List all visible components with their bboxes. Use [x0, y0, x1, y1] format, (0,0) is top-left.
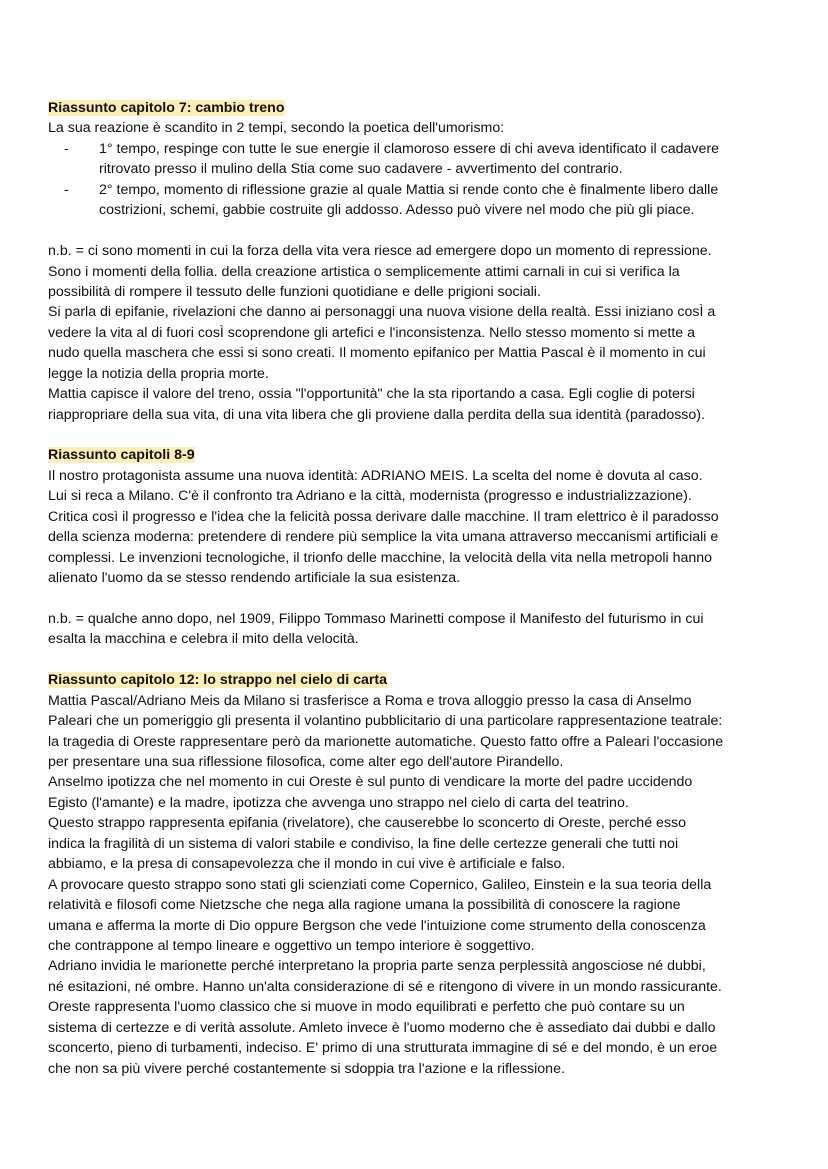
text-line: umana e afferma la morte di Dio oppure Bergson che vede l'intuizione come strumento della conoscenza — [48, 917, 706, 934]
text-line: alienato l'uomo da se stesso rendendo artificiale la sua esistenza. — [48, 570, 461, 587]
section-heading — [48, 98, 808, 118]
text-line: Questo strappo rappresenta epifania (rivelatore), che causerebbe lo sconcerto di Oreste, perché esso — [48, 815, 687, 832]
paragraph — [48, 691, 808, 773]
text-line: Paleari che un pomeriggio gli presenta il volantino pubblicitario di una particolare rappresentazione teatrale: — [48, 713, 723, 730]
text-line: la tragedia di Oreste rappresentare però da marionette automatiche. Questo fatto offre a Paleari l'occasione — [48, 733, 724, 750]
text-line: 1° tempo, respinge con tutte le sue energie il clamoroso essere di chi aveva identificato il cadavere — [99, 140, 720, 157]
text-line: Il nostro protagonista assume una nuova identità: ADRIANO MEIS. La scelta del nome è dovuta al caso. — [48, 467, 703, 484]
paragraph — [48, 241, 808, 302]
text-line: abbiamo, e la presa di consapevolezza che il mondo in cui vive è artificiale e falso. — [48, 856, 566, 873]
section — [48, 670, 808, 1079]
paragraph — [48, 956, 808, 997]
text-line: Oreste rappresenta l'uomo classico che si muove in modo equilibrati e perfetto che può contare su un — [48, 999, 685, 1016]
text-line: sconcerto, pieno di turbamenti, indeciso. E' primo di una strutturata immagine di sé e del mondo, è un eroe — [48, 1040, 718, 1057]
text-line: n.b. = ci sono momenti in cui la forza della vita vera riesce ad emergere dopo un momento di repressione. — [48, 243, 712, 260]
blank-line — [48, 589, 808, 609]
text-line: Mattia Pascal/Adriano Meis da Milano si trasferisce a Roma e trova alloggio presso la casa di Anselmo — [48, 692, 692, 709]
text-line: complessi. Le invenzioni tecnologiche, il trionfo delle macchine, la velocità della vita nella metropoli hanno — [48, 549, 713, 566]
text-line: indica la fragilità di un sistema di valori stabile e condiviso, la fine delle certezze generali che tutti noi — [48, 835, 679, 852]
text-line: possibilità di rompere il tessuto delle funzioni quotidiane e delle prigioni sociali. — [48, 283, 541, 300]
text-line: Si parla di epifanie, rivelazioni che danno ai personaggi una nuova visione della realtà. Essi iniziano cosÌ a — [48, 304, 716, 321]
text-line: sistema di certezze e di verità assolute. Amleto invece è l'uomo moderno che è assediato dai dubbi e dallo — [48, 1019, 716, 1036]
bullet-marker: - — [64, 181, 69, 198]
text-line: costrizioni, schemi, gabbie costruite gli addosso. Adesso può vivere nel modo che più gli piace. — [99, 202, 695, 219]
bullet-item — [48, 139, 808, 180]
text-line: Critica così il progresso e l'idea che la felicità possa derivare dalle macchine. Il tram elettrico è il paradosso — [48, 508, 719, 525]
text-line: Mattia capisce il valore del treno, ossia "l'opportunità" che la sta riportando a casa. Egli coglie di potersi — [48, 386, 695, 403]
paragraph — [48, 813, 808, 874]
section-heading — [48, 670, 808, 690]
section-heading-text: Riassunto capitolo 12: lo strappo nel cielo di carta — [48, 672, 387, 689]
text-line: relatività e filosofi come Nietzsche che nega alla ragione umana la possibilità di conoscere la ragione — [48, 897, 681, 914]
section — [48, 98, 808, 445]
section-heading-text: Riassunto capitolo 7: cambio treno — [48, 100, 285, 116]
text-line: Lui si reca a Milano. C'è il confronto tra Adriano e la città, modernista (progresso e industrializzazione). — [48, 488, 692, 505]
bullet-item — [48, 180, 808, 221]
blank-line — [48, 221, 808, 241]
text-line: nudo quella maschera che essi si sono creati. Il momento epifanico per Mattia Pascal è il momento in cui — [48, 345, 706, 362]
paragraph — [48, 302, 808, 384]
text-line: Egisto (l'amante) e la madre, ipotizza che avvenga uno strappo nel cielo di carta del teatrino. — [48, 794, 629, 811]
paragraph — [48, 466, 808, 589]
paragraph — [48, 609, 808, 650]
document-page — [48, 98, 808, 1079]
text-line: n.b. = qualche anno dopo, nel 1909, Filippo Tommaso Marinetti compose il Manifesto del futurismo in cui — [48, 610, 704, 627]
text-line: legge la notizia della propria morte. — [48, 365, 269, 382]
blank-line — [48, 650, 808, 670]
paragraph — [48, 997, 808, 1079]
text-line: vedere la vita al di fuori cosÌ scoprendone gli artefici e l'inconsistenza. Nello stesso momento si mette a — [48, 324, 695, 341]
text-line: per presentare una sua riflessione filosofica, come alter ego dell'autore Pirandello. — [48, 754, 564, 770]
section-heading — [48, 445, 808, 465]
paragraph — [48, 772, 808, 813]
text-line: né esitazioni, né ombre. Hanno un'alta considerazione di sé e ritengono di vivere in un mondo rassicurante. — [48, 978, 722, 995]
text-line: riappropriare della sua vita, di una vita libera che gli proviene dalla perdita della sua identità (paradosso). — [48, 406, 705, 423]
text-line: Sono i momenti della follia. della creazione artistica o semplicemente attimi carnali in cui si verifica la — [48, 263, 680, 280]
text-line: esalta la macchina e celebra il mito della velocità. — [48, 631, 359, 648]
section — [48, 445, 808, 670]
section-heading-text: Riassunto capitoli 8-9 — [48, 447, 195, 464]
blank-line — [48, 425, 808, 445]
paragraph — [48, 875, 808, 957]
text-line: che contrappone al tempo lineare e oggettivo un tempo interiore è soggettivo. — [48, 937, 535, 954]
text-line: della scienza moderna: pretendere di rendere più semplice la vita umana attraverso meccanismi artificiali e — [48, 529, 719, 546]
bullet-marker: - — [64, 140, 69, 157]
paragraph — [48, 384, 808, 425]
text-line: che non sa più vivere perché costantemente si sdoppia tra l'azione e la riflessione. — [48, 1060, 565, 1077]
paragraph — [48, 118, 808, 138]
text-line: 2° tempo, momento di riflessione grazie al quale Mattia si rende conto che è finalmente libero dalle — [99, 181, 719, 198]
text-line: ritrovato presso il mulino della Stia come suo cadavere - avvertimento del contrario. — [99, 161, 623, 178]
text-line: A provocare questo strappo sono stati gli scienziati come Copernico, Galileo, Einstein e la sua teoria della — [48, 876, 712, 893]
text-line: La sua reazione è scandito in 2 tempi, secondo la poetica dell'umorismo: — [48, 120, 505, 137]
text-line: Anselmo ipotizza che nel momento in cui Oreste è sul punto di vendicare la morte del padre uccidendo — [48, 774, 693, 791]
text-line: Adriano invidia le marionette perché interpretano la propria parte senza perplessità angosciose né dubbi, — [48, 958, 706, 975]
